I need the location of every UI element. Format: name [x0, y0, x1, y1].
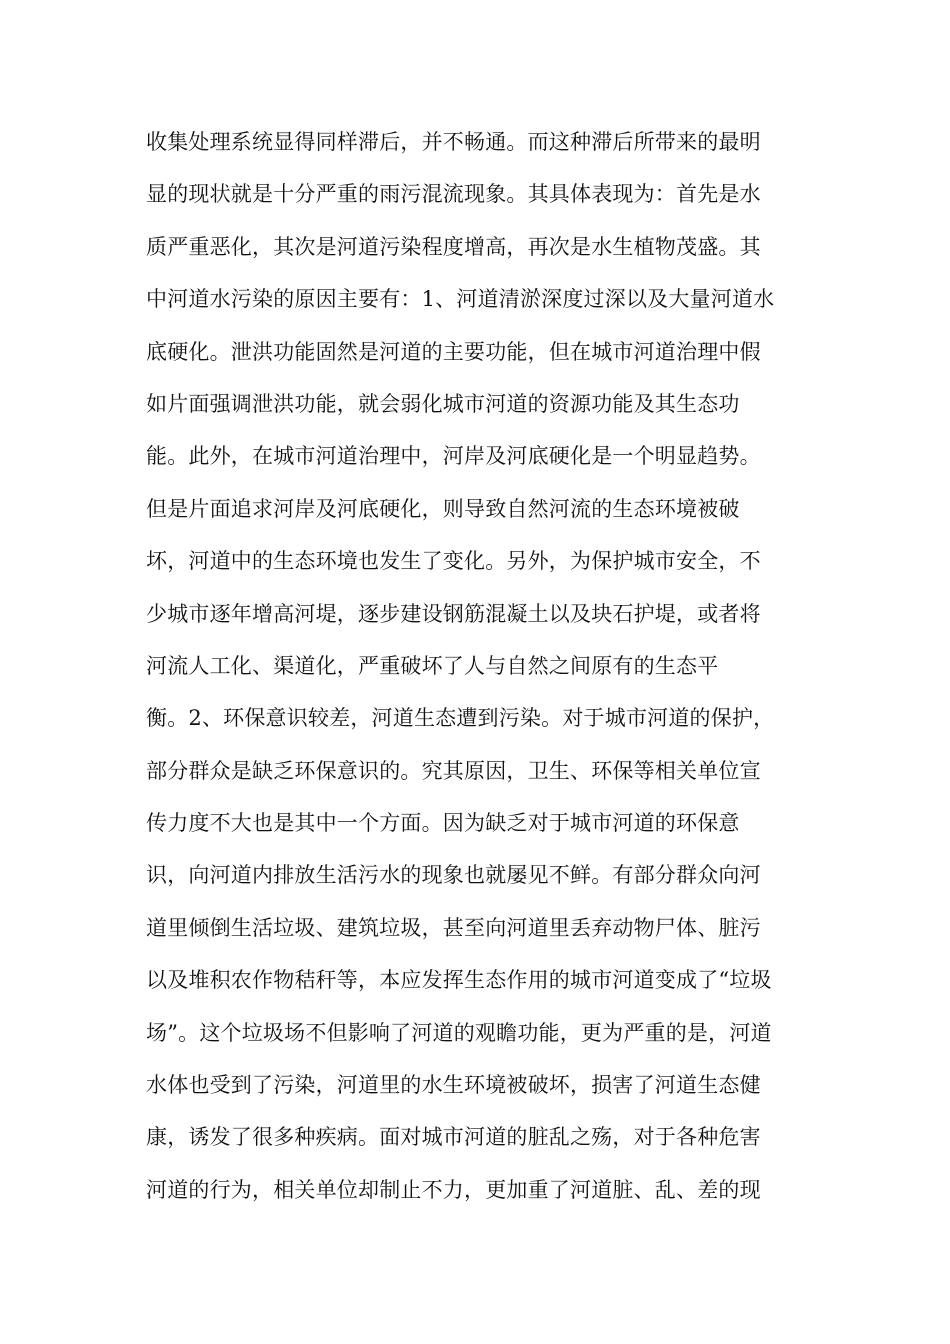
text-line: 底硬化。泄洪功能固然是河道的主要功能，但在城市河道治理中假 — [146, 339, 761, 364]
text-line: 质严重恶化，其次是河道污染程度增高，再次是水生植物茂盛。其 — [146, 234, 761, 259]
text-line: 河道的行为，相关单位却制止不力，更加重了河道脏、乱、差的现 — [146, 1177, 761, 1202]
text-line: 部分群众是缺乏环保意识的。究其原因，卫生、环保等相关单位宣 — [146, 758, 761, 783]
text-line: 少城市逐年增高河堤，逐步建设钢筋混凝土以及块石护堤，或者将 — [146, 601, 761, 626]
text-line: 中河道水污染的原因主要有：1、河道清淤深度过深以及大量河道水 — [146, 287, 775, 312]
text-line: 但是片面追求河岸及河底硬化，则导致自然河流的生态环境被破 — [146, 496, 740, 521]
text-line: 道里倾倒生活垃圾、建筑垃圾，甚至向河道里丢弃动物尸体、脏污 — [146, 915, 761, 940]
text-line: 场”。这个垃圾场不但影响了河道的观瞻功能，更为严重的是，河道 — [146, 1020, 772, 1045]
text-line: 如片面强调泄洪功能，就会弱化城市河道的资源功能及其生态功 — [146, 391, 740, 416]
text-line: 康，诱发了很多种疾病。面对城市河道的脏乱之殇，对于各种危害 — [146, 1125, 761, 1150]
text-line: 能。此外，在城市河道治理中，河岸及河底硬化是一个明显趋势。 — [146, 444, 761, 469]
text-line: 水体也受到了污染，河道里的水生环境被破坏，损害了河道生态健 — [146, 1073, 761, 1098]
text-line: 收集处理系统显得同样滞后，并不畅通。而这种滞后所带来的最明 — [146, 130, 761, 154]
body-text — [146, 116, 826, 1216]
text-line: 衡。2、环保意识较差，河道生态遭到污染。对于城市河道的保护， — [146, 706, 775, 731]
text-line: 以及堆积农作物秸秆等，本应发挥生态作用的城市河道变成了“垃圾 — [146, 968, 772, 993]
text-line: 显的现状就是十分严重的雨污混流现象。其具体表现为：首先是水 — [146, 182, 761, 207]
text-line: 识，向河道内排放生活污水的现象也就屡见不鲜。有部分群众向河 — [146, 863, 761, 888]
text-line: 坏，河道中的生态环境也发生了变化。另外，为保护城市安全，不 — [146, 549, 761, 574]
text-line: 河流人工化、渠道化，严重破坏了人与自然之间原有的生态平 — [146, 653, 719, 678]
text-line: 传力度不大也是其中一个方面。因为缺乏对于城市河道的环保意 — [146, 811, 740, 836]
